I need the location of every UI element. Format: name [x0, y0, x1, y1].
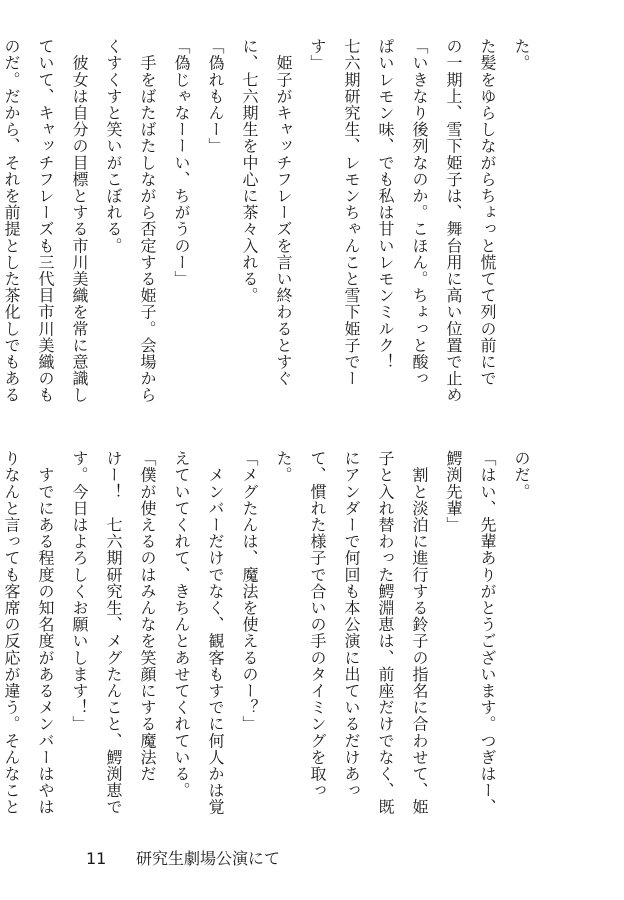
text-line: のだ。だから、それを前提とした茶化しでもある	[2, 38, 21, 404]
text-line: の一期上、雪下姫子は、舞台用に高い位置で止め	[444, 38, 463, 404]
text-line: た。	[274, 450, 293, 484]
page-number: 11	[86, 849, 107, 868]
text-line: 姫子がキャッチフレーズを言い終わるとすぐ	[274, 38, 293, 387]
text-line: 子と入れ替わった鰐淵恵は、前座だけでなく、既	[376, 450, 395, 816]
text-line: くすくすと笑いがこぼれる。	[104, 38, 123, 254]
text-line: た。	[512, 38, 531, 72]
text-line: 割と淡泊に進行する鈴子の指名に合わせて、姫	[410, 450, 429, 816]
text-line: ぱいレモン味、でも私は甘いレモンミルク！	[376, 38, 395, 370]
text-line: 鰐渕先輩」	[444, 450, 463, 533]
text-line: 「偽じゃなーーい、ちがうのー」	[172, 38, 191, 287]
page-footer	[86, 846, 280, 869]
text-line: けー！ 七六期研究生、メグたんこと、鰐渕恵で	[104, 450, 123, 816]
text-line: た髪をゆらしながらちょっと慌てて列の前にで	[478, 38, 497, 387]
text-line: す」	[308, 38, 327, 72]
text-line: 「はい、先輩ありがとうございます。つぎはー、	[478, 450, 497, 816]
text-line: 彼女は自分の目標とする市川美織を常に意識し	[70, 38, 89, 404]
text-line: 手をばたばたしながら否定する姫子。会場から	[138, 38, 157, 404]
upper-text-block	[2, 38, 538, 408]
lower-text-block	[2, 450, 538, 820]
text-line: メンバーだけでなく、観客もすでに何人かは覚	[206, 450, 225, 816]
text-line: 七六期研究生、レモンちゃんこと雪下姫子でー	[342, 38, 361, 387]
text-line: ていて、キャッチフレーズも三代目市川美織のも	[36, 38, 55, 404]
text-line: りなんと言っても客席の反応が違う。そんなこと	[2, 450, 21, 816]
text-line: 「僕が使えるのはみんなを笑顔にする魔法だ	[138, 450, 157, 782]
chapter-title: 研究生劇場公演にて	[136, 849, 281, 868]
text-line: にアンダーで何回も本公演に出ているだけあっ	[342, 450, 361, 799]
text-line: すでにある程度の知名度があるメンバーはやは	[36, 450, 55, 816]
text-line: に、七六期生を中心に茶々入れる。	[240, 38, 259, 304]
text-line: えていてくれて、きちんとあせてくれている。	[172, 450, 191, 799]
text-line: す。今日はよろしくお願いします！」	[70, 450, 89, 733]
text-line: 「メグたんは、魔法を使えるのー？」	[240, 450, 259, 733]
text-line: て、慣れた様子で合いの手のタイミングを取っ	[308, 450, 327, 799]
text-line: 「偽れもんー」	[206, 38, 225, 155]
text-line: のだ。	[512, 450, 531, 500]
text-line: 「いきなり後列なのか。こほん。ちょっと酸っ	[410, 38, 429, 387]
